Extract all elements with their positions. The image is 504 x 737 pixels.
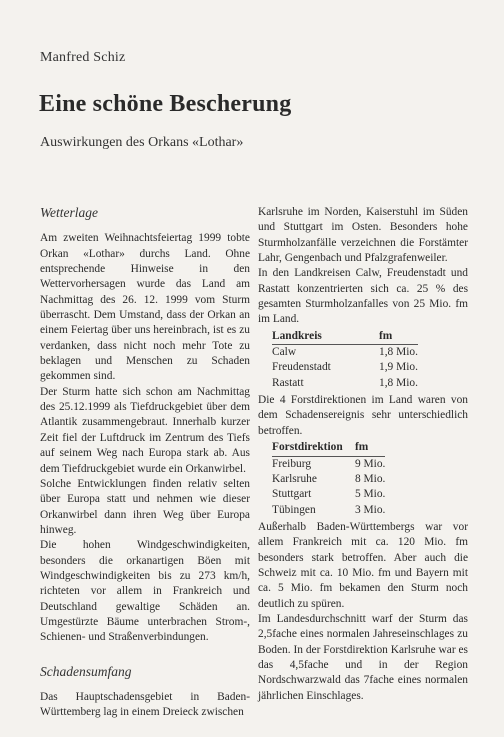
article-subtitle: Auswirkungen des Orkans «Lothar» (40, 135, 244, 150)
table-header: fm (355, 441, 369, 454)
table-cell: 1,8 Mio. (379, 376, 418, 389)
paragraph: Am zweiten Weihnachtsfeiertag 1999 tobte Orkan «Lothar» durchs Land. Ohne entsprechende Hinweise in den Wettervorhersagen wurde das Land am Nachmittag des 26. 12. 1999 vom Sturm überrascht. Dem Umstand, dass der Orkan an einem Feiertag über uns hereinbrach, ist es zu verdanken, dass nicht noch mehr Tote zu beklagen und Menschen zu Schaden gekommen sind. (40, 232, 250, 383)
table-header: Landkreis (272, 329, 322, 342)
paragraph: Der Sturm hatte sich schon am Nachmittag des 25.12.1999 als Tiefdruckgebiet über dem Atlantik zusammengebraut. Innerhalb kurzer Zeit fiel der Luftdruck im Zentrum des Tiefs auf seinem Weg nach Europa stark ab. Aus dem Tiefdruckgebiet wurde ein Orkanwirbel. (40, 385, 250, 475)
table-row (272, 472, 385, 487)
table-cell: Karlsruhe (272, 472, 317, 485)
table-cell: Rastatt (272, 376, 304, 389)
section-heading-schadensumfang: Schadensumfang (40, 663, 132, 679)
table-cell: Stuttgart (272, 488, 312, 501)
table-row (272, 376, 418, 391)
forstdirektion-table (272, 440, 385, 518)
table-header: Forstdirektion (272, 441, 343, 454)
table-cell: Tübingen (272, 503, 316, 516)
table-row (272, 456, 385, 472)
table-header-row (272, 440, 385, 456)
article-title: Eine schöne Bescherung (39, 91, 292, 117)
paragraph: Das Hauptschadensgebiet in Baden-Württemberg lag in einem Dreieck zwischen (40, 690, 250, 719)
paragraph: Im Landesdurchschnitt warf der Sturm das 2,5fache eines normalen Jahreseinschlages zu Boden. In der Forstdirektion Karlsruhe war es das 4,5fache und in der Region Nordschwarzwald das 7fache eines normalen jährlichen Einschlages. (258, 612, 468, 702)
table-cell: 3 Mio. (355, 503, 386, 516)
table-cell: 9 Mio. (355, 457, 386, 470)
paragraph: Karlsruhe im Norden, Kaiserstuhl im Süden und Stuttgart im Osten. Besonders hohe Sturmholzanfälle verzeichnen die Forstämter Lahr, Gengenbach und Pfalzgrafenweiler. (258, 206, 468, 265)
left-column (40, 205, 250, 721)
paragraph: Solche Entwicklungen finden relativ selten über Europa statt und nehmen wie dieser Orkanwirbel dann ihren Weg über Europa hinweg. (40, 477, 250, 536)
table-header-row (272, 329, 418, 345)
section-heading-wetterlage: Wetterlage (40, 205, 98, 220)
table-row (272, 503, 385, 518)
table-row (272, 360, 418, 375)
author: Manfred Schiz (40, 50, 126, 65)
table-header: fm (379, 329, 393, 342)
paragraph: Die hohen Windgeschwindigkeiten, besonders die orkanartigen Böen mit Windgeschwindigkeiten bis zu 273 km/h, richteten vor allem in Frankreich und Deutschland gewaltige Schäden an. Umgestürzte Bäume unterbrachen Strom-, Schienen- und Straßenverbindungen. (40, 539, 250, 644)
table-cell: 1,8 Mio. (379, 346, 418, 359)
table-cell: 5 Mio. (355, 488, 386, 501)
landkreis-table (272, 329, 418, 391)
table-cell: 8 Mio. (355, 472, 386, 485)
table-row (272, 487, 385, 502)
table-cell: 1,9 Mio. (379, 361, 418, 374)
paragraph: Außerhalb Baden-Württembergs war vor allem Frankreich mit ca. 120 Mio. fm besonders stark betroffen. Aber auch die Schweiz mit ca. 10 Mio. fm und Bayern mit ca. 5 Mio. fm bekamen den Sturm noch deutlich zu spüren. (258, 520, 468, 610)
table-cell: Freiburg (272, 457, 312, 470)
table-cell: Freudenstadt (272, 361, 331, 374)
paragraph: In den Landkreisen Calw, Freudenstadt und Rastatt konzentrierten sich ca. 25 % des gesamten Sturmholzanfalles von 25 Mio. fm im Land. (258, 267, 468, 326)
table-cell: Calw (272, 346, 297, 359)
table-row (272, 345, 418, 361)
paragraph: Die 4 Forstdirektionen im Land waren von dem Schadensereignis sehr unterschiedlich betroffen. (258, 394, 468, 437)
right-column (258, 205, 468, 704)
